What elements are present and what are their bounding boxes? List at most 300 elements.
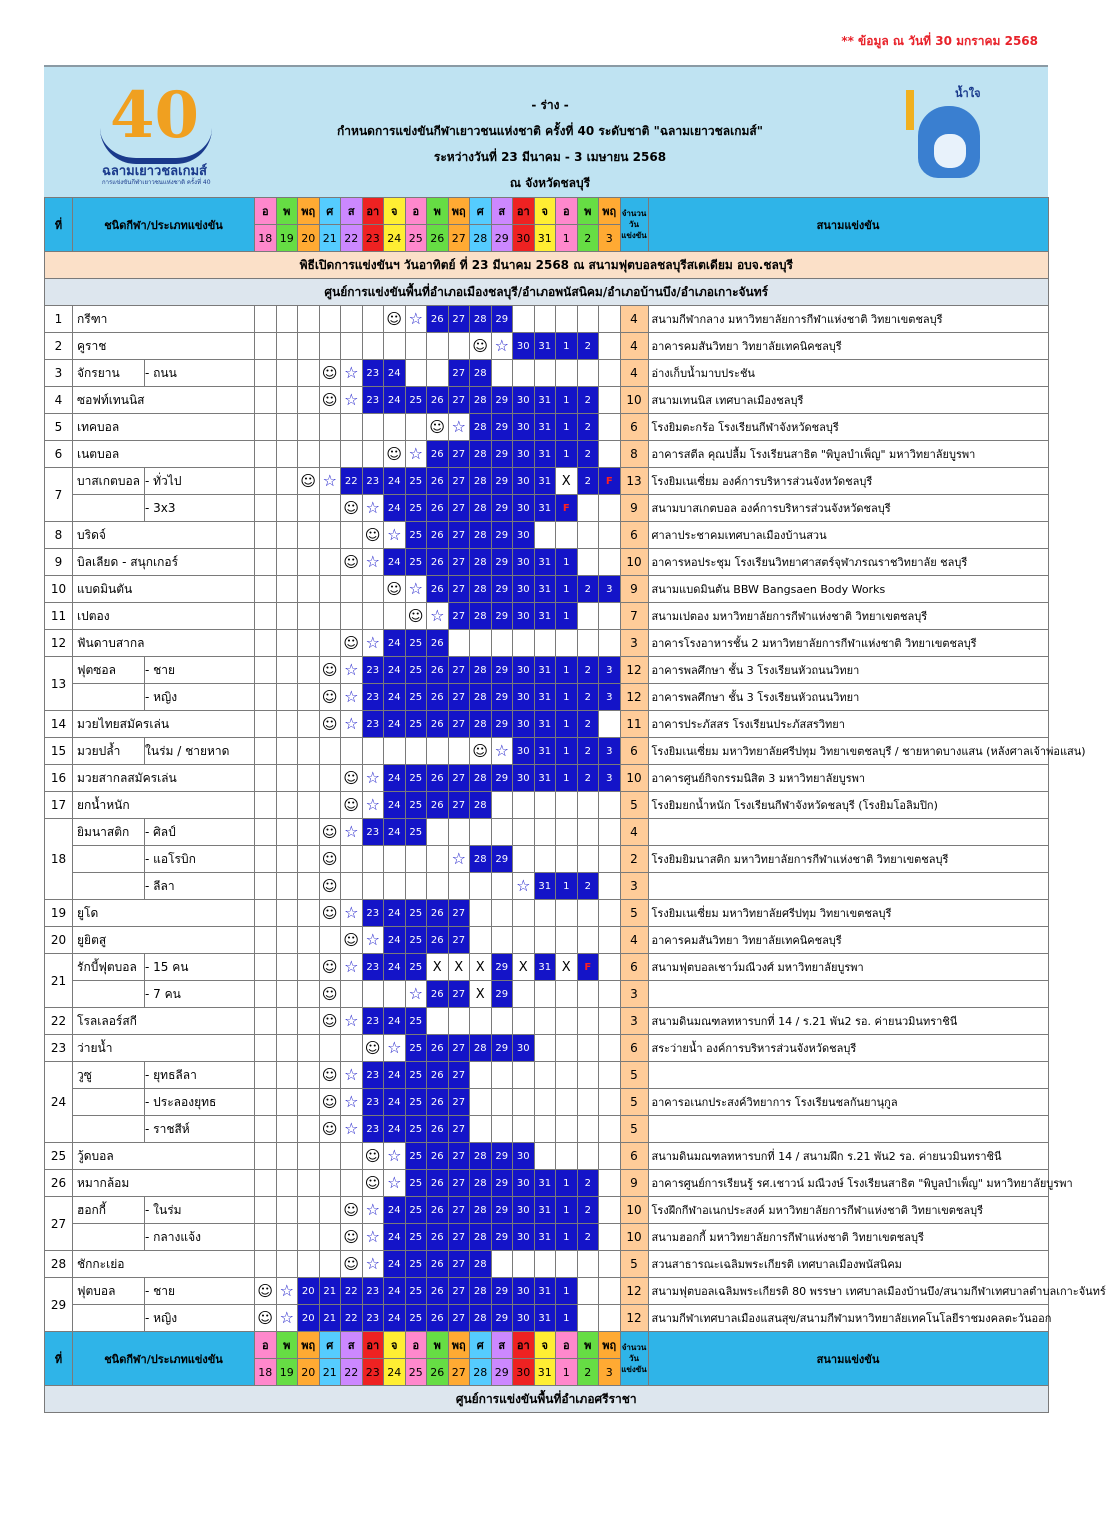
- empty-day: [341, 333, 363, 360]
- star-icon: ☆: [341, 954, 363, 981]
- empty-day: [384, 738, 406, 765]
- competition-day: 26: [427, 1305, 449, 1332]
- empty-day: [341, 1170, 363, 1197]
- competition-day: 25: [405, 927, 427, 954]
- empty-day: [255, 1197, 277, 1224]
- row-number: 16: [45, 765, 73, 792]
- schedule-row: [45, 414, 1049, 441]
- smiley-icon: ☺: [362, 1035, 384, 1062]
- star-icon: ☆: [362, 792, 384, 819]
- competition-day: 27: [448, 765, 470, 792]
- empty-day: [556, 1008, 578, 1035]
- days-count: 6: [620, 522, 648, 549]
- date-cell: 25: [405, 1359, 427, 1386]
- competition-day: 25: [405, 1305, 427, 1332]
- star-icon: ☆: [319, 468, 341, 495]
- sport-name-blank: [73, 495, 145, 522]
- schedule-row: [45, 306, 1049, 333]
- competition-day: 29: [491, 1143, 513, 1170]
- star-icon: ☆: [362, 927, 384, 954]
- competition-day: 29: [491, 1278, 513, 1305]
- date-cell: 21: [319, 225, 341, 252]
- competition-day: 3: [599, 684, 621, 711]
- competition-day: 28: [470, 576, 492, 603]
- competition-day: 28: [470, 846, 492, 873]
- day-of-week: อ: [255, 198, 277, 225]
- smiley-icon: ☺: [298, 468, 320, 495]
- empty-day: [276, 630, 298, 657]
- competition-day: 29: [491, 981, 513, 1008]
- smiley-icon: ☺: [341, 1197, 363, 1224]
- empty-day: [319, 414, 341, 441]
- empty-day: [599, 1170, 621, 1197]
- empty-day: [556, 1116, 578, 1143]
- competition-day: 23: [362, 1008, 384, 1035]
- day-of-week: อ: [556, 198, 578, 225]
- competition-day: 23: [362, 387, 384, 414]
- star-icon: ☆: [276, 1305, 298, 1332]
- sport-name: กรีฑา: [73, 306, 255, 333]
- empty-day: [298, 549, 320, 576]
- competition-day: 28: [470, 441, 492, 468]
- empty-day: [577, 927, 599, 954]
- banner-row: [45, 252, 1049, 279]
- column-header-row: [45, 198, 1049, 225]
- sport-subtype: - ทั่วไป: [145, 468, 255, 495]
- smiley-icon: ☺: [319, 711, 341, 738]
- star-icon: ☆: [384, 1035, 406, 1062]
- competition-day: 31: [534, 1305, 556, 1332]
- venue-name: โรงยิมยกน้ำหนัก โรงเรียนกีฬาจังหวัดชลบุรี (โรงยิมโอลิมปิก): [648, 792, 1048, 819]
- empty-day: [255, 954, 277, 981]
- schedule-row: [45, 1251, 1049, 1278]
- competition-day: 24: [384, 900, 406, 927]
- empty-day: [341, 873, 363, 900]
- empty-day: [255, 657, 277, 684]
- day-of-week: พฤ: [599, 198, 621, 225]
- schedule-row: [45, 333, 1049, 360]
- empty-day: [556, 630, 578, 657]
- venue-name: สนามบาสเกตบอล องค์การบริหารส่วนจังหวัดชลบุรี: [648, 495, 1048, 522]
- col-days-header-line: แข่งขัน: [621, 1365, 647, 1374]
- competition-day: 27: [448, 981, 470, 1008]
- competition-day: 26: [427, 927, 449, 954]
- competition-day: 23: [362, 1278, 384, 1305]
- empty-day: [298, 1035, 320, 1062]
- date-cell: 22: [341, 225, 363, 252]
- day-of-week: พ: [427, 1332, 449, 1359]
- row-number: 4: [45, 387, 73, 414]
- empty-day: [556, 819, 578, 846]
- col-no-header: ที่: [45, 198, 73, 252]
- competition-day: 26: [427, 522, 449, 549]
- date-cell: 24: [384, 225, 406, 252]
- day-of-week: อ: [556, 1332, 578, 1359]
- competition-day: 28: [470, 1224, 492, 1251]
- empty-day: [298, 1116, 320, 1143]
- empty-day: [556, 792, 578, 819]
- competition-day: 31: [534, 1278, 556, 1305]
- venue-name: [648, 981, 1048, 1008]
- competition-day: 26: [427, 657, 449, 684]
- empty-day: [513, 1116, 535, 1143]
- venue-name: สระว่ายน้ำ องค์การบริหารส่วนจังหวัดชลบุรี: [648, 1035, 1048, 1062]
- schedule-row: [45, 900, 1049, 927]
- schedule-row: [45, 1170, 1049, 1197]
- competition-day: 28: [470, 387, 492, 414]
- competition-day: 29: [491, 846, 513, 873]
- star-icon: ☆: [513, 873, 535, 900]
- day-of-week: พฤ: [298, 198, 320, 225]
- empty-day: [298, 657, 320, 684]
- competition-day: 23: [362, 900, 384, 927]
- sport-subtype: - หญิง: [145, 1305, 255, 1332]
- sport-subtype: - ศิลป์: [145, 819, 255, 846]
- competition-day: 24: [384, 1062, 406, 1089]
- competition-day: 25: [405, 954, 427, 981]
- date-cell: 20: [298, 1359, 320, 1386]
- sport-subtype: ในร่ม / ชายหาด: [145, 738, 255, 765]
- date-cell: 18: [255, 225, 277, 252]
- sport-name: ว่ายน้ำ: [73, 1035, 255, 1062]
- competition-day: 28: [470, 603, 492, 630]
- empty-day: [319, 495, 341, 522]
- competition-day: 27: [448, 900, 470, 927]
- competition-day: 29: [491, 765, 513, 792]
- empty-day: [298, 1062, 320, 1089]
- competition-day: 26: [427, 630, 449, 657]
- empty-day: [298, 603, 320, 630]
- empty-day: [534, 819, 556, 846]
- empty-day: [448, 333, 470, 360]
- empty-day: [534, 792, 556, 819]
- schedule-row: [45, 387, 1049, 414]
- cross-icon: X: [470, 981, 492, 1008]
- sport-subtype: - ประลองยุทธ: [145, 1089, 255, 1116]
- competition-day: 30: [513, 333, 535, 360]
- schedule-row: [45, 684, 1049, 711]
- empty-day: [362, 981, 384, 1008]
- empty-day: [427, 873, 449, 900]
- days-count: 4: [620, 306, 648, 333]
- row-number: 23: [45, 1035, 73, 1062]
- sport-name: เปตอง: [73, 603, 255, 630]
- competition-day: 27: [448, 495, 470, 522]
- empty-day: [276, 306, 298, 333]
- competition-day: 1: [556, 1170, 578, 1197]
- venue-name: อาคารพลศึกษา ชั้น 3 โรงเรียนหัวถนนวิทยา: [648, 657, 1048, 684]
- star-icon: ☆: [491, 333, 513, 360]
- empty-day: [341, 306, 363, 333]
- empty-day: [577, 900, 599, 927]
- competition-day: 24: [384, 792, 406, 819]
- competition-day: 22: [341, 468, 363, 495]
- competition-day: 1: [556, 738, 578, 765]
- empty-day: [276, 981, 298, 1008]
- date-cell: 22: [341, 1359, 363, 1386]
- competition-day: 1: [556, 576, 578, 603]
- days-count: 4: [620, 333, 648, 360]
- days-count: 9: [620, 576, 648, 603]
- competition-day: 24: [384, 765, 406, 792]
- competition-day: 31: [534, 576, 556, 603]
- row-number: 27: [45, 1197, 73, 1251]
- venue-name: อาคารคมสันวิทยา วิทยาลัยเทคนิคชลบุรี: [648, 927, 1048, 954]
- empty-day: [298, 873, 320, 900]
- competition-day: 27: [448, 441, 470, 468]
- day-of-week: ส: [491, 1332, 513, 1359]
- competition-day: 2: [577, 738, 599, 765]
- empty-day: [577, 792, 599, 819]
- smiley-icon: ☺: [362, 522, 384, 549]
- row-number: 28: [45, 1251, 73, 1278]
- competition-day: 28: [470, 684, 492, 711]
- col-sport-header: ชนิดกีฬา/ประเภทแข่งขัน: [73, 198, 255, 252]
- empty-day: [491, 900, 513, 927]
- venue-name: สนามดินมณฑลทหารบกที่ 14 / สนามฝึก ร.21 พัน2 รอ. ค่ายนวมินทราชินี: [648, 1143, 1048, 1170]
- empty-day: [298, 792, 320, 819]
- empty-day: [319, 765, 341, 792]
- sport-name-blank: [73, 1116, 145, 1143]
- row-number: 17: [45, 792, 73, 819]
- competition-day: 30: [513, 657, 535, 684]
- empty-day: [384, 333, 406, 360]
- empty-day: [255, 819, 277, 846]
- competition-day: 25: [405, 819, 427, 846]
- schedule-row: [45, 1197, 1049, 1224]
- empty-day: [534, 522, 556, 549]
- competition-day: 27: [448, 603, 470, 630]
- empty-day: [513, 792, 535, 819]
- competition-day: 28: [470, 1035, 492, 1062]
- competition-day: 27: [448, 711, 470, 738]
- day-of-week: อา: [513, 1332, 535, 1359]
- empty-day: [276, 1089, 298, 1116]
- logo-wave-icon: [100, 128, 212, 164]
- smiley-icon: ☺: [319, 684, 341, 711]
- star-icon: ☆: [362, 1251, 384, 1278]
- competition-day: 24: [384, 468, 406, 495]
- competition-day: 30: [513, 765, 535, 792]
- sport-name-blank: [73, 981, 145, 1008]
- competition-day: 26: [427, 495, 449, 522]
- empty-day: [298, 1224, 320, 1251]
- venue-name: สนามแบดมินตัน BBW Bangsaen Body Works: [648, 576, 1048, 603]
- competition-day: 30: [513, 1278, 535, 1305]
- empty-day: [362, 414, 384, 441]
- smiley-icon: ☺: [384, 441, 406, 468]
- competition-day: 30: [513, 522, 535, 549]
- banner-text: ศูนย์การแข่งขันพื้นที่อำเภอเมืองชลบุรี/อำเภอพนัสนิคม/อำเภอบ้านบึง/อำเภอเกาะจันทร์: [45, 279, 1049, 306]
- empty-day: [341, 576, 363, 603]
- schedule-table: [44, 197, 1106, 1413]
- row-number: 24: [45, 1062, 73, 1143]
- competition-day: 25: [405, 684, 427, 711]
- sport-name: วูซู: [73, 1062, 145, 1089]
- sport-subtype: - ชาย: [145, 657, 255, 684]
- star-icon: ☆: [427, 603, 449, 630]
- date-cell: 29: [491, 1359, 513, 1386]
- empty-day: [276, 1170, 298, 1197]
- competition-day: 25: [405, 387, 427, 414]
- empty-day: [341, 603, 363, 630]
- empty-day: [255, 441, 277, 468]
- smiley-icon: ☺: [427, 414, 449, 441]
- days-count: 10: [620, 1197, 648, 1224]
- empty-day: [276, 765, 298, 792]
- competition-day: 26: [427, 1035, 449, 1062]
- days-count: 5: [620, 792, 648, 819]
- empty-day: [298, 765, 320, 792]
- empty-day: [427, 360, 449, 387]
- empty-day: [577, 1251, 599, 1278]
- competition-day: 3: [599, 576, 621, 603]
- empty-day: [513, 1062, 535, 1089]
- empty-day: [255, 1170, 277, 1197]
- empty-day: [491, 792, 513, 819]
- empty-day: [298, 1008, 320, 1035]
- empty-day: [491, 1008, 513, 1035]
- empty-day: [298, 414, 320, 441]
- empty-day: [255, 333, 277, 360]
- competition-day: 23: [362, 657, 384, 684]
- competition-day: 28: [470, 792, 492, 819]
- empty-day: [276, 819, 298, 846]
- smiley-icon: ☺: [255, 1278, 277, 1305]
- date-cell: 26: [427, 1359, 449, 1386]
- cross-icon: X: [470, 954, 492, 981]
- date-cell: 2: [577, 225, 599, 252]
- smiley-icon: ☺: [341, 792, 363, 819]
- col-days-header-line: วัน: [629, 220, 639, 229]
- col-venue-header: สนามแข่งขัน: [648, 198, 1048, 252]
- competition-day: 25: [405, 549, 427, 576]
- competition-day: 31: [534, 603, 556, 630]
- empty-day: [599, 1224, 621, 1251]
- schedule-row: [45, 1008, 1049, 1035]
- empty-day: [534, 846, 556, 873]
- col-days-header-line: แข่งขัน: [621, 231, 647, 240]
- schedule-row: [45, 576, 1049, 603]
- empty-day: [448, 1008, 470, 1035]
- venue-name: ศาลาประชาคมเทศบาลเมืองบ้านสวน: [648, 522, 1048, 549]
- competition-day: 28: [470, 360, 492, 387]
- day-of-week: ศ: [470, 198, 492, 225]
- empty-day: [513, 360, 535, 387]
- sport-name: ฟุตซอล: [73, 657, 145, 684]
- sport-name: แบดมินตัน: [73, 576, 255, 603]
- days-count: 10: [620, 1224, 648, 1251]
- competition-day: 31: [534, 333, 556, 360]
- empty-day: [298, 738, 320, 765]
- competition-day: 29: [491, 1224, 513, 1251]
- days-count: 5: [620, 1251, 648, 1278]
- competition-day: 24: [384, 630, 406, 657]
- day-of-week: ส: [341, 198, 363, 225]
- empty-day: [298, 981, 320, 1008]
- row-number: 5: [45, 414, 73, 441]
- competition-day: 2: [577, 711, 599, 738]
- schedule-row: [45, 1224, 1049, 1251]
- date-cell: 3: [599, 1359, 621, 1386]
- star-icon: ☆: [405, 576, 427, 603]
- star-icon: ☆: [341, 711, 363, 738]
- empty-day: [255, 360, 277, 387]
- empty-day: [534, 306, 556, 333]
- sport-subtype: - แอโรบิก: [145, 846, 255, 873]
- empty-day: [384, 603, 406, 630]
- days-count: 2: [620, 846, 648, 873]
- empty-day: [534, 1143, 556, 1170]
- smiley-icon: ☺: [319, 900, 341, 927]
- competition-day: 24: [384, 549, 406, 576]
- competition-day: 28: [470, 1170, 492, 1197]
- smiley-icon: ☺: [319, 846, 341, 873]
- day-of-week: จ: [384, 198, 406, 225]
- empty-day: [276, 873, 298, 900]
- empty-day: [255, 1143, 277, 1170]
- empty-day: [470, 900, 492, 927]
- empty-day: [255, 873, 277, 900]
- empty-day: [255, 1062, 277, 1089]
- days-count: 4: [620, 360, 648, 387]
- empty-day: [470, 873, 492, 900]
- competition-day: 29: [491, 522, 513, 549]
- empty-day: [298, 684, 320, 711]
- empty-day: [577, 1008, 599, 1035]
- empty-day: [276, 738, 298, 765]
- star-icon: ☆: [341, 900, 363, 927]
- competition-day: 24: [384, 1008, 406, 1035]
- smiley-icon: ☺: [319, 360, 341, 387]
- empty-day: [405, 846, 427, 873]
- day-of-week: ศ: [319, 198, 341, 225]
- empty-day: [491, 1116, 513, 1143]
- sport-name: รักบี้ฟุตบอล: [73, 954, 145, 981]
- date-cell: 27: [448, 225, 470, 252]
- empty-day: [427, 738, 449, 765]
- competition-day: 27: [448, 1197, 470, 1224]
- empty-day: [276, 1062, 298, 1089]
- competition-day: 26: [427, 387, 449, 414]
- sport-name: โรลเลอร์สกี: [73, 1008, 255, 1035]
- date-cell: 23: [362, 225, 384, 252]
- competition-day: 26: [427, 576, 449, 603]
- competition-day: 28: [470, 1251, 492, 1278]
- empty-day: [255, 630, 277, 657]
- sport-name: ชักกะเย่อ: [73, 1251, 255, 1278]
- sport-name: ฮอกกี้: [73, 1197, 145, 1224]
- competition-day: 24: [384, 495, 406, 522]
- competition-day: 28: [470, 1143, 492, 1170]
- mascot-belly: [934, 134, 966, 168]
- days-count: 7: [620, 603, 648, 630]
- competition-day: 24: [384, 1116, 406, 1143]
- date-range: ระหว่างวันที่ 23 มีนาคม - 3 เมษายน 2568: [433, 150, 667, 164]
- competition-day: 23: [362, 1116, 384, 1143]
- competition-day: 25: [405, 765, 427, 792]
- empty-day: [298, 711, 320, 738]
- competition-day: 25: [405, 1035, 427, 1062]
- competition-day: 30: [513, 495, 535, 522]
- competition-day: 23: [362, 711, 384, 738]
- competition-day: 28: [470, 549, 492, 576]
- competition-day: 29: [491, 495, 513, 522]
- star-icon: ☆: [341, 387, 363, 414]
- empty-day: [427, 1008, 449, 1035]
- competition-day: 24: [384, 1278, 406, 1305]
- date-cell: 3: [599, 225, 621, 252]
